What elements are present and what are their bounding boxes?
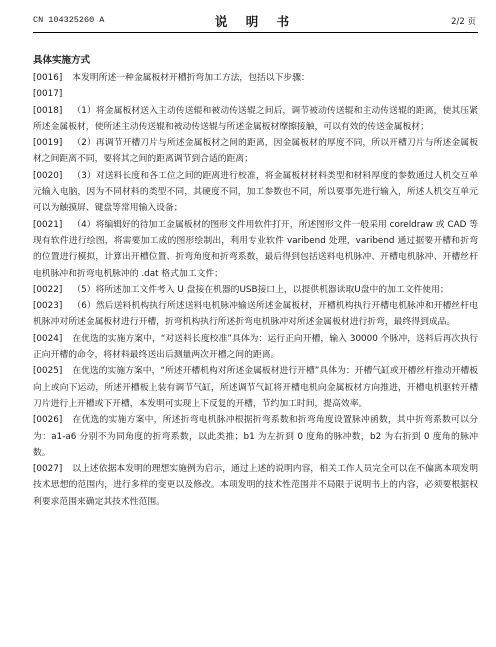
paragraph-number: [0019] bbox=[33, 138, 63, 149]
paragraph bbox=[33, 363, 478, 412]
paragraph-text: （4）将编辑好的待加工金属板材的图形文件用软件打开，所述图形文件一般采用 coreldraw 或 CAD 等现有软件进行绘图，将需要加工成的图形绘制出，利用专业软件 varibend 处理，varibend 通过据要开槽和折弯的位置进行模拟，计算出开槽位置、折弯角度和折弯系数，最后得到包括送料电机脉冲、开槽电机脉冲、开槽丝杆电机脉冲和折弯电机脉冲的 .dat 格式加工文件； bbox=[33, 219, 478, 279]
paragraph-text: （2）再调节开槽刀片与所述金属板材之间的距离，因金属板材的厚度不同，所以开槽刀片与所述金属板材之间距离不同，要将其之间的距离调节到合适的距离； bbox=[33, 138, 478, 165]
paragraph-number: [0016] bbox=[33, 73, 63, 83]
paragraph-number: [0025] bbox=[33, 366, 63, 377]
page-header bbox=[33, 10, 478, 33]
paragraph-number: [0024] bbox=[33, 333, 63, 344]
paragraph bbox=[33, 70, 478, 86]
paragraph-number: [0026] bbox=[33, 415, 63, 426]
paragraph-text: （1）将金属板材送入主动传送辊和被动传送辊之间后，调节被动传送辊和主动传送辊的距离，使其压紧所述金属板材，使所述主动传送辊和被动传送辊与所述金属板材摩擦接触，可以有效的传送金属板材； bbox=[33, 105, 478, 132]
paragraph-number: [0017] bbox=[33, 89, 63, 100]
paragraph-number: [0018] bbox=[33, 105, 63, 116]
patent-number: CN 104325260 A bbox=[33, 15, 105, 25]
paragraph-text: 本发明所述一种金属板材开槽折弯加工方法，包括以下步骤： bbox=[72, 73, 310, 83]
paragraph-number: [0020] bbox=[33, 170, 63, 181]
paragraph bbox=[33, 103, 478, 136]
paragraph-text: （5）将所述加工文件考入 U 盘接在机器的USB接口上，以提供机器读取U盘中的加工文件使用； bbox=[72, 284, 449, 295]
paragraph bbox=[33, 412, 478, 461]
paragraph-number: [0021] bbox=[33, 219, 63, 230]
paragraph-text: 在优选的实施方案中，“对送料长度校准”具体为：运行正向开槽，输入 30000 个脉冲，送料后再次执行正向开槽的命令，将材料最终送出后测量两次开槽之间的距离。 bbox=[33, 333, 478, 361]
paragraph bbox=[33, 217, 478, 282]
paragraph bbox=[33, 331, 478, 364]
document-title: 说 明 书 bbox=[214, 14, 297, 29]
paragraph bbox=[33, 298, 478, 331]
section-title: 具体实施方式 bbox=[33, 55, 91, 66]
paragraph-list bbox=[33, 70, 478, 510]
paragraph bbox=[33, 168, 478, 217]
paragraph bbox=[33, 282, 478, 298]
paragraph bbox=[33, 86, 478, 102]
paragraph bbox=[33, 135, 478, 168]
paragraph bbox=[33, 461, 478, 510]
paragraph-number: [0022] bbox=[33, 284, 63, 295]
paragraph-number: [0023] bbox=[33, 301, 63, 312]
page-number: 2/2 页 bbox=[451, 17, 476, 27]
paragraph-text: （3）对送料长度和各工位之间的距离进行校准，将金属板材材料类型和材料厚度的参数通过人机交互单元输入电脑，因为不同材料的类型不同，其硬度不同，加工参数也不同，所以要事先进行输入，所述人机交互单元可以为触摸屏、键盘等常用输入设备； bbox=[33, 170, 478, 214]
paragraph-number: [0027] bbox=[33, 464, 63, 475]
paragraph-text: 在优选的实施方案中，“所述开槽机构对所述金属板材进行开槽”具体为：开槽气缸或开槽丝杆推动开槽板向上或向下运动，所述开槽板上装有调节气缸，所述调节气缸将开槽电机向金属板材方向推进，开槽电机驱转开槽刀片进行上开槽或下开槽，本发明可实现上下反复的开槽，节约加工时间，提高效率。 bbox=[33, 366, 478, 409]
document-body bbox=[33, 55, 478, 510]
paragraph-text: 在优选的实施方案中，所述折弯电机脉冲根据折弯系数和折弯角度设置脉冲函数，其中折弯系数可以分为：a1-a6 分别不为同角度的折弯系数，以此类推；b1 为左折到 0 度角的脉冲数，b2 为右折到 0 度角的脉冲数。 bbox=[33, 415, 478, 458]
paragraph-text: 以上述依据本发明的理想实施例为启示，通过上述的说明内容，相关工作人员完全可以在不偏离本项发明技术思想的范围内，进行多样的变更以及修改。本项发明的技术性范围并不局限于说明书上的内容，必须要根据权利要求范围来确定其技术性范围。 bbox=[33, 464, 478, 507]
paragraph-text: （6）然后送料机构执行所述送料电机脉冲输送所述金属板材，开槽机构执行开槽电机脉冲和开槽丝杆电机脉冲对所述金属板材进行开槽，折弯机构执行所述折弯电机脉冲对所述金属板材进行折弯，最终得到成品。 bbox=[33, 301, 478, 328]
